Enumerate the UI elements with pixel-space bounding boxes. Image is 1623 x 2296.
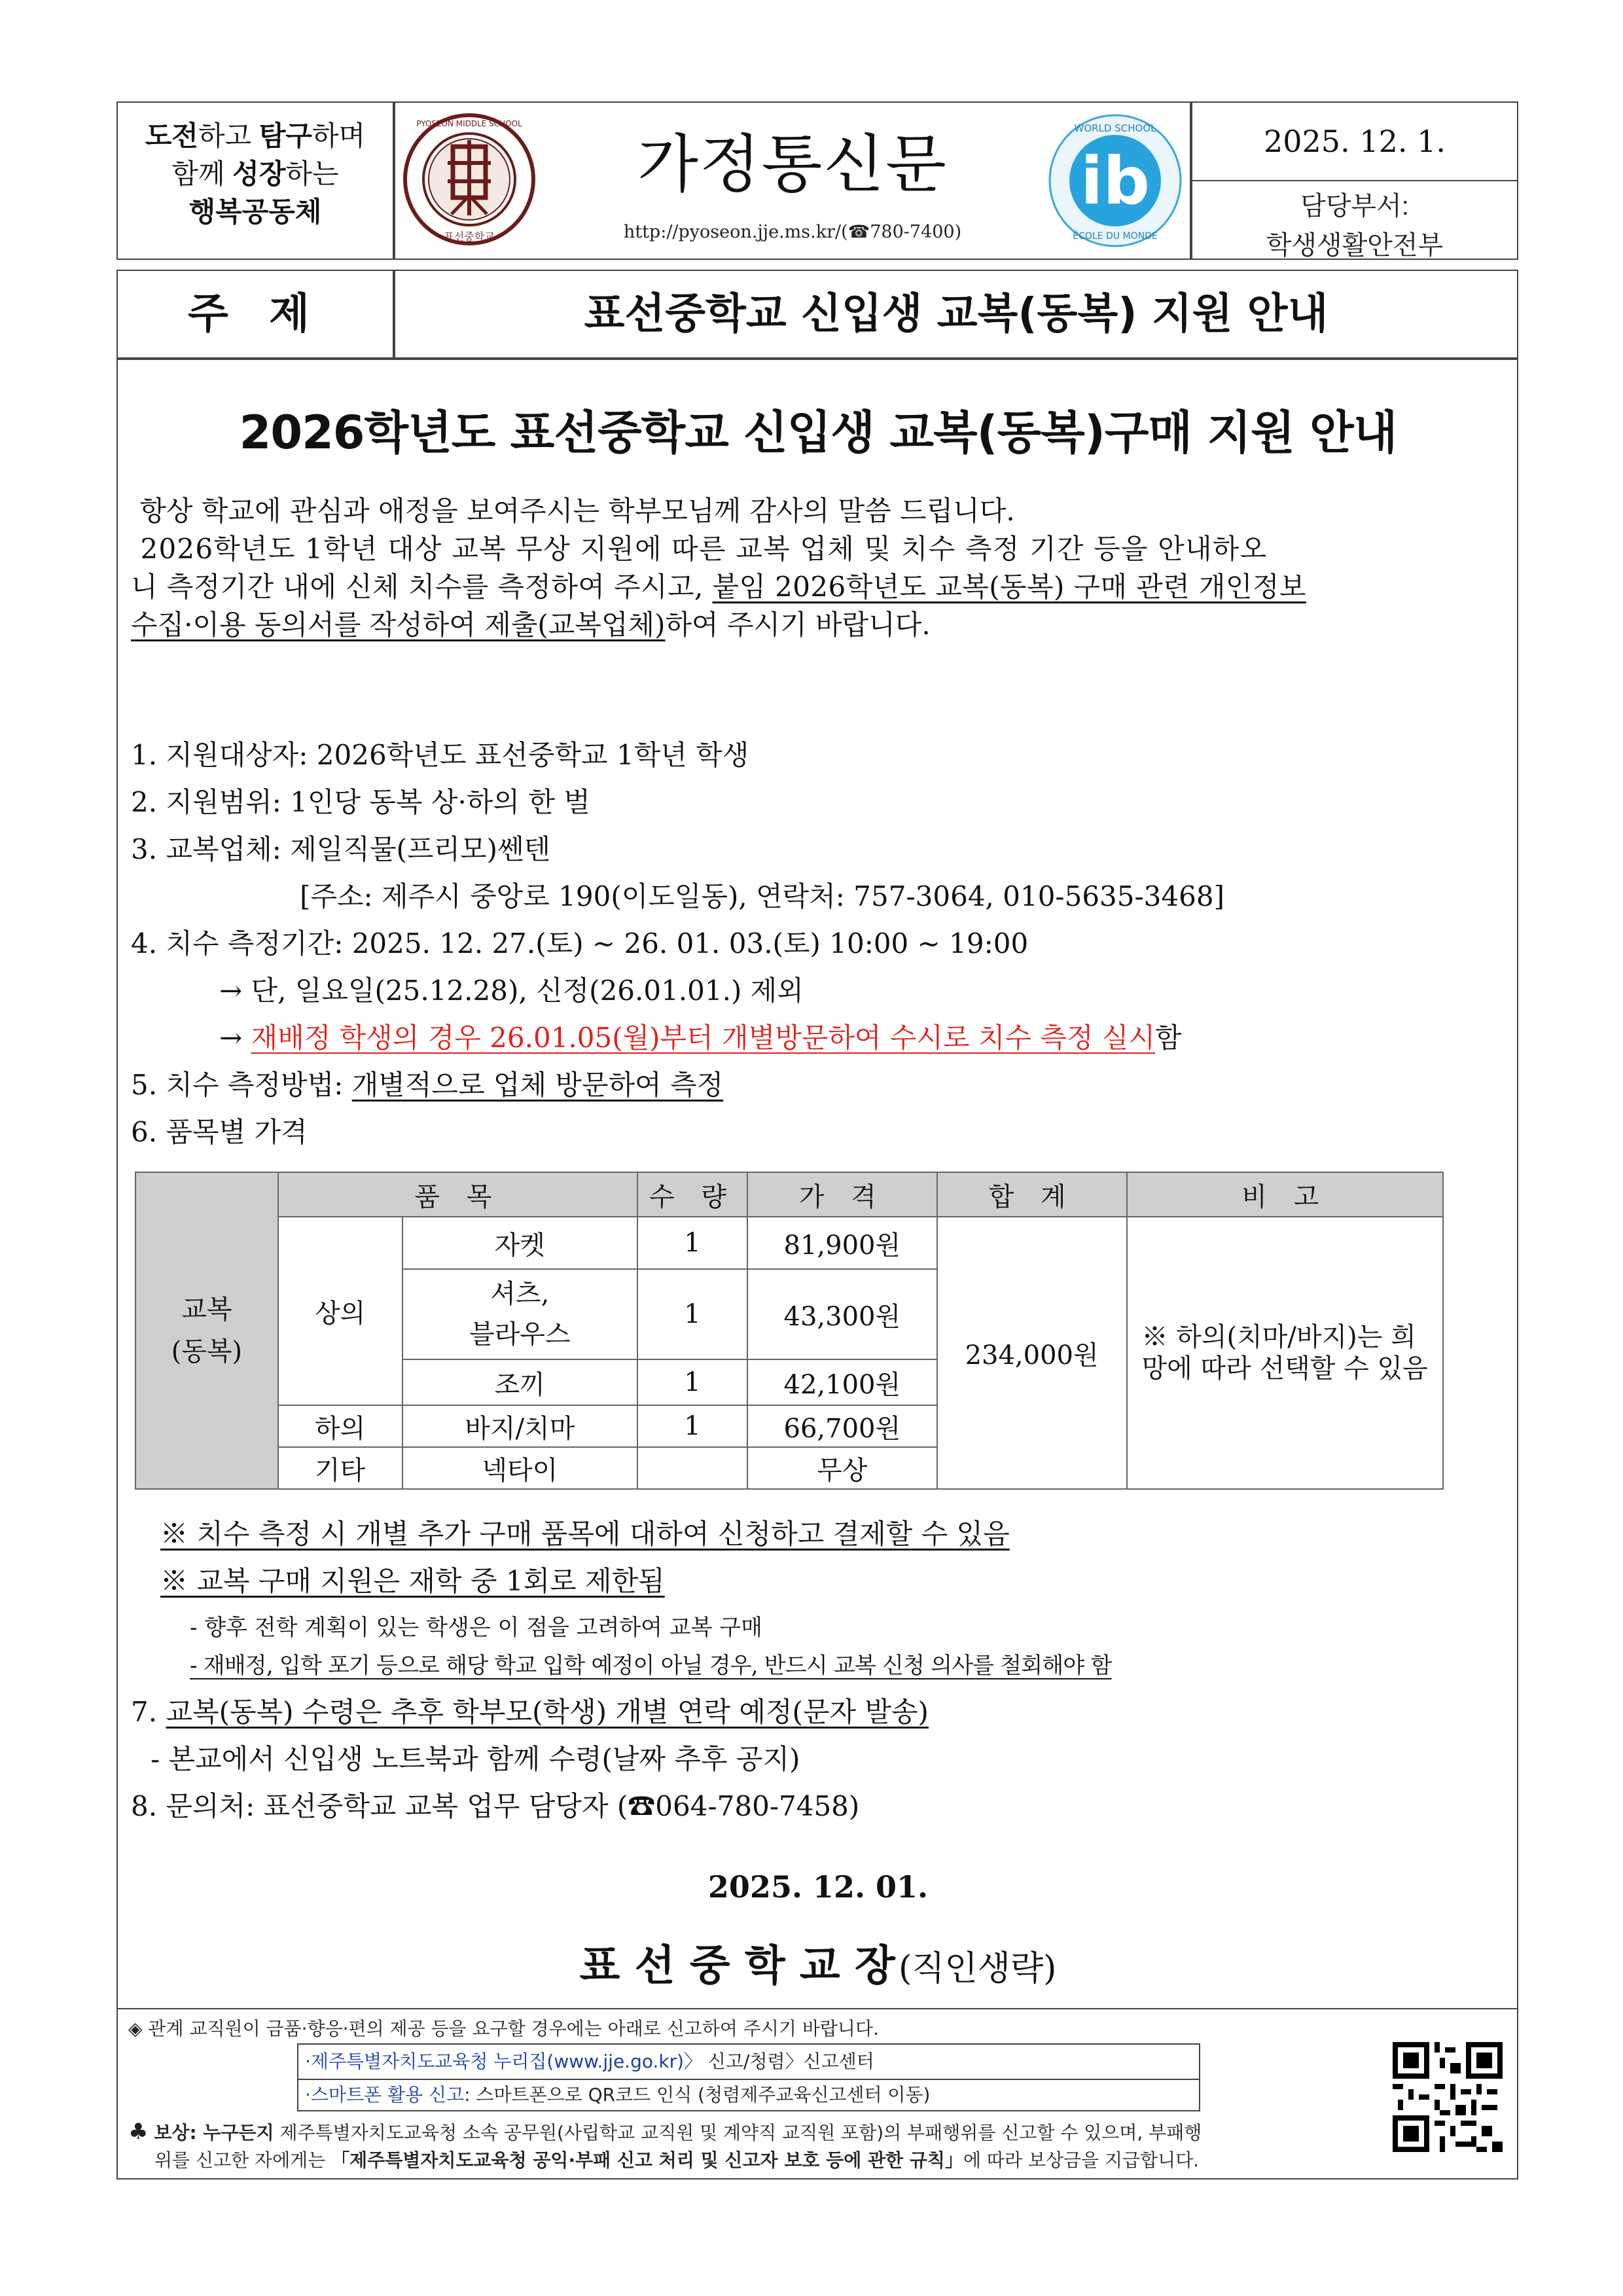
svg-text:ÉCOLE DU MONDE: ÉCOLE DU MONDE: [1073, 231, 1158, 242]
reward-text: 에 따라 보상금을 지급합니다.: [963, 2149, 1200, 2171]
group-label: (동복): [171, 1336, 243, 1367]
principal-title: 표 선 중 학 교 장: [579, 1942, 895, 1990]
intro-line: 2026학년도 1학년 대상 교복 무상 지원에 따른 교복 업체 및 치수 측정 기간 등을 안내하오: [131, 533, 1268, 565]
list-item: 4. 치수 측정기간: 2025. 12. 27.(토) ~ 26. 01. 03.(토) 10:00 ~ 19:00: [131, 927, 1029, 960]
report-channels-box: [297, 2043, 1200, 2111]
reward-text: 제주특별자치도교육청 소속 공무원(사립학교 교직원 및 계약직 교직원 포함)의 부패행위를 신고할 수 있으며, 부패행: [274, 2122, 1202, 2144]
club-icon: ♣: [128, 2119, 149, 2145]
item-category: 기타: [278, 1447, 402, 1489]
reward-text: 위를 신고한 자에게는: [154, 2149, 332, 2171]
price-table: [135, 1172, 1444, 1490]
signature-block: [118, 1932, 1518, 1992]
pickup-subitem: - 본교에서 신입생 노트북과 함께 수령(날짜 추후 공지): [151, 1743, 800, 1775]
svg-text:WORLD SCHOOL: WORLD SCHOOL: [1074, 122, 1156, 134]
item-qty: [637, 1447, 747, 1489]
col-header-note: 비 고: [1127, 1172, 1443, 1217]
col-header-qty: 수 량: [637, 1172, 747, 1217]
list-item: 6. 품목별 가격: [131, 1116, 308, 1148]
col-header-price: 가 격: [747, 1172, 937, 1217]
col-header-item: 품 목: [278, 1172, 637, 1217]
item-qty: 1: [637, 1269, 747, 1359]
intro-line: 항상 학교에 관심과 애정을 보여주시는 학부모님께 감사의 말씀 드립니다.: [131, 495, 1015, 527]
item-price: 42,100원: [747, 1359, 937, 1405]
item-price: 무상: [747, 1447, 937, 1489]
consent-form-notice: 수집·이용 동의서를 작성하여 제출(교복업체): [131, 609, 666, 641]
schedule-note: → 단, 일요일(25.12.28), 신정(26.01.01.) 제외: [219, 975, 804, 1007]
pickup-notice: 교복(동복) 수령은 추후 학부모(학생) 개별 연락 예정(문자 발송): [166, 1696, 929, 1728]
info-list: [131, 732, 1512, 1156]
signature-date: 2025. 12. 01.: [707, 1869, 929, 1905]
school-url: http://pyoseon.jje.ms.kr/(☎780-7400): [623, 222, 962, 242]
item-name: [402, 1269, 638, 1359]
table-row: [135, 1217, 1443, 1269]
intro-text: 하여 주시기 바랍니다.: [665, 609, 931, 641]
reward-label: 보상: 누구든지: [154, 2122, 274, 2144]
notice-subitem: - 향후 전학 계획이 있는 학생은 이 점을 고려하여 교복 구매: [190, 1615, 762, 1641]
item-qty: 1: [637, 1359, 747, 1405]
dept-label: 담당부서:: [1300, 192, 1409, 221]
intro-text: 니 측정기간 내에 신체 치수를 측정하여 주시고,: [131, 571, 713, 603]
reassigned-student-note: 재배정 학생의 경우 26.01.05(월)부터 개별방문하여 수시로 치수 측정 실시: [251, 1022, 1156, 1054]
table-note: [1127, 1217, 1443, 1489]
measurement-method: 개별적으로 업체 방문하여 측정: [351, 1069, 724, 1101]
svg-text:PYOSEON MIDDLE SCHOOL: PYOSEON MIDDLE SCHOOL: [416, 119, 522, 128]
subject-label: 주 제: [116, 270, 394, 359]
list-item: 8. 문의처: 표선중학교 교복 업무 담당자 (☎064-780-7458): [131, 1790, 860, 1822]
report-link[interactable]: ·제주특별자치도교육청 누리집(www.jje.go.kr): [305, 2051, 685, 2072]
smartphone-report-label: ·스마트폰 활용 신고: [305, 2084, 465, 2106]
ib-world-school-logo-icon: [1046, 112, 1184, 249]
item-qty: 1: [637, 1405, 747, 1447]
reward-rule: 「제주특별자치도교육청 공익·부패 신고 처리 및 신고자 보호 등에 관한 규칙」: [331, 2149, 963, 2171]
dept-name: 학생생활안전부: [1266, 231, 1444, 260]
notice-item: ※ 치수 측정 시 개별 추가 구매 품목에 대하여 신청하고 결제할 수 있음: [160, 1518, 1010, 1550]
vendor-address: [주소: 제주시 중앙로 190(이도일동), 연락처: 757-3064, 010-5635-3468]: [300, 880, 1224, 912]
consent-form-notice: 붙임 2026학년도 교복(동복) 구매 관련 개인정보: [712, 571, 1306, 603]
item-name-line: 셔츠,: [490, 1279, 550, 1309]
item-price: 66,700원: [747, 1405, 937, 1447]
item-name: 넥타이: [402, 1447, 638, 1489]
report-path: 〉 신고/청렴〉신고센터: [684, 2051, 874, 2072]
group-label: 교복: [181, 1295, 232, 1325]
item-name-line: 블라우스: [469, 1319, 571, 1350]
reward-notice: [128, 2118, 1385, 2174]
total-price: 234,000원: [937, 1217, 1127, 1489]
list-item: 7.: [131, 1696, 166, 1728]
notice-subitem: - 재배정, 입학 포기 등으로 해당 학교 입학 예정이 아닐 경우, 반드시 교복 신청 의사를 철회해야 함: [190, 1653, 1112, 1679]
qr-code-icon[interactable]: [1393, 2042, 1503, 2152]
intro-paragraph: [131, 492, 1512, 644]
document-title: 2026학년도 표선중학교 신입생 교복(동복)구매 지원 안내: [239, 406, 1397, 459]
list-item: 5. 치수 측정방법:: [131, 1069, 352, 1101]
item-name: 조끼: [402, 1359, 638, 1405]
table-header-row: [135, 1172, 1443, 1217]
list-item: 3. 교복업체: 제일직물(프리모)쎈텐: [131, 833, 551, 865]
seal-note: (직인생략): [898, 1949, 1057, 1988]
arrow-text: →: [219, 1022, 251, 1054]
notices: [160, 1511, 1508, 1605]
newsletter-header: [394, 101, 1191, 260]
item-category: 하의: [278, 1405, 402, 1447]
svg-text:표선중학교: 표선중학교: [444, 230, 495, 243]
item-price: 43,300원: [747, 1269, 937, 1359]
group-label-cell: [135, 1172, 278, 1489]
newsletter-title: 가정통신문: [637, 128, 948, 201]
smartphone-report-text: : 스마트폰으로 QR코드 인식 (청렴제주교육신고센터 이동): [464, 2084, 931, 2106]
issue-date: 2025. 12. 1.: [1192, 103, 1517, 181]
footer-notice: ◈ 관계 교직원이 금품·향응·편의 제공 등을 요구할 경우에는 아래로 신고하여 주시기 바랍니다.: [128, 2018, 879, 2039]
note-end: 함: [1155, 1022, 1182, 1054]
notice-subitems: [190, 1609, 1512, 1685]
date-dept-box: [1191, 101, 1518, 260]
school-motto: 도전하고 탐구하며 함께 성장하는 행복공동체: [116, 101, 394, 260]
upper-category: 상의: [278, 1217, 402, 1405]
item-name: 바지/치마: [402, 1405, 638, 1447]
list-item: 1. 지원대상자: 2026학년도 표선중학교 1학년 학생: [131, 739, 749, 771]
note-text: ※ 하의(치마/바지)는 희망에 따라 선택할 수 있음: [1141, 1322, 1428, 1384]
subject-title: 표선중학교 신입생 교복(동복) 지원 안내: [394, 270, 1518, 359]
item-price: 81,900원: [747, 1217, 937, 1269]
item-name: 자켓: [402, 1217, 638, 1269]
svg-text:ib: ib: [1080, 143, 1150, 219]
list-item: 2. 지원범위: 1인당 동복 상·하의 한 벌: [131, 786, 590, 818]
item-qty: 1: [637, 1217, 747, 1269]
col-header-total: 합 계: [937, 1172, 1127, 1217]
info-list-2: [131, 1689, 1512, 1830]
notice-item: ※ 교복 구매 지원은 재학 중 1회로 제한됨: [160, 1565, 665, 1597]
